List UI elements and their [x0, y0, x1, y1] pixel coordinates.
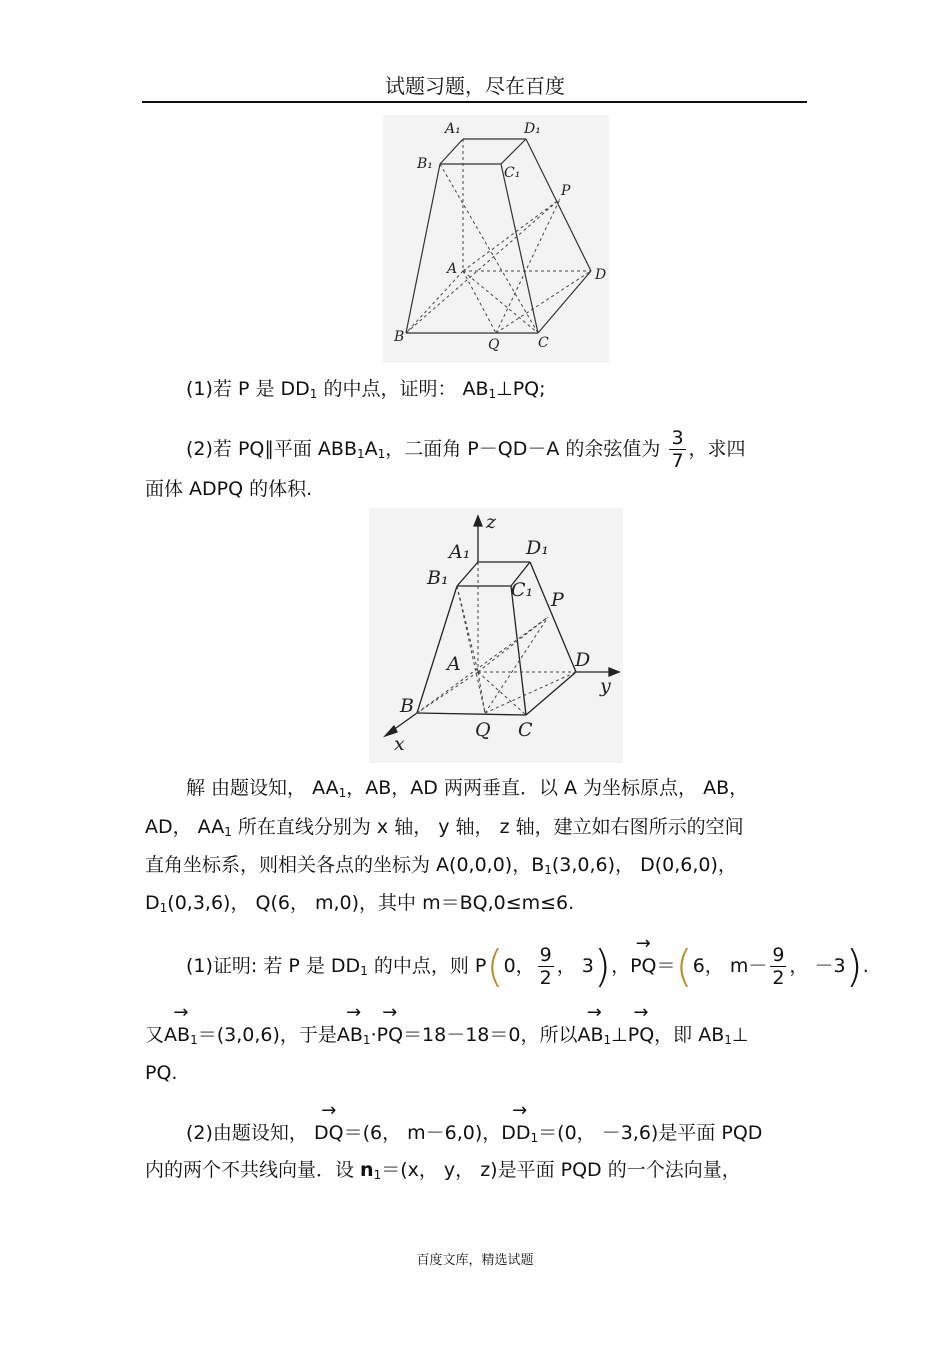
- label-A1: A₁: [445, 121, 461, 137]
- question-2-cont: 面体 ADPQ 的体积.: [145, 478, 313, 500]
- label-A: A: [447, 653, 461, 675]
- label-C: C: [518, 719, 533, 741]
- label-B1: B₁: [427, 567, 449, 589]
- label-P: P: [551, 589, 564, 611]
- solution-line-5: (1)证明: 若 P 是 $DD_1$ 的中点，则 P(0， $\frac{9}{2}$ ， 3)，→ PQ＝(6， m－ $\frac{9}{2}$ ， －3).: [186, 944, 810, 989]
- figure-frustum: [383, 115, 609, 363]
- vector-DD1: → $DD_1$: [501, 1121, 538, 1145]
- axis-label-z: z: [486, 511, 497, 533]
- header-rule: [142, 101, 807, 103]
- page-footer: 百度文库，精选试题: [416, 1253, 534, 1268]
- solution-line-7: PQ.: [145, 1062, 178, 1084]
- question-1: (1)若 P 是 $DD_1$ 的中点，证明： $AB_1\perp PQ$;: [186, 378, 546, 401]
- label-B: B: [394, 329, 405, 345]
- label-Q: Q: [475, 719, 491, 741]
- solution-line-1: 解 由题设知， $AA_1$，AB，AD 两两垂直．以 A 为坐标原点， AB，: [186, 777, 749, 800]
- fraction-3-7: $\frac{3}{7}$: [671, 427, 684, 472]
- axis-label-x: x: [394, 733, 405, 755]
- solution-line-2: AD， $AA_1$ 所在直线分别为 x 轴， y 轴， z 轴，建立如右图所示的空间: [145, 816, 744, 839]
- label-A1: A₁: [449, 541, 471, 563]
- label-B1: B₁: [417, 156, 433, 172]
- label-Q: Q: [488, 337, 500, 353]
- solution-line-6: 又→ $AB_1=(3,0,6)$，于是→ $AB_1\cdot\to PQ=18-18=0$，所以→ $AB_1\perp\to$ PQ，即 $AB_1\perp$: [145, 1023, 810, 1047]
- label-D: D: [595, 267, 607, 283]
- question-2: (2)若 PQ∥平面 $ABB_1A_1$，二面角 P－QD－A 的余弦值为 $\frac{3}{7}$ ，求四: [186, 427, 746, 472]
- figure-coordinate-frustum: [369, 508, 623, 763]
- label-P: P: [561, 183, 571, 199]
- label-D1: D₁: [526, 537, 549, 559]
- label-C: C: [538, 335, 549, 351]
- label-A: A: [447, 261, 458, 277]
- label-D1: D₁: [524, 121, 541, 137]
- page-header: 试题习题，尽在百度: [385, 74, 565, 98]
- solution-line-9: 内的两个不共线向量．设 $n_1=(x$， y， z)是平面 PQD 的一个法向量，: [145, 1159, 741, 1182]
- label-C1: C₁: [511, 579, 534, 601]
- vector-PQ: → PQ: [630, 954, 656, 978]
- axis-label-y: y: [600, 675, 611, 697]
- label-D: D: [575, 649, 591, 671]
- vector-AB1: → $AB_1$: [164, 1023, 198, 1047]
- solution-line-4: $D_1(0,3,6)$， Q(6， m,0)，其中 m＝BQ,0≤m≤6.: [145, 892, 575, 915]
- vector-DQ: → DQ: [314, 1121, 344, 1145]
- solution-line-8: (2)由题设知， → DQ＝(6， m－6,0)，→ $DD_1=(0$， －3,6)是平面 PQD: [186, 1121, 810, 1145]
- label-B: B: [400, 695, 414, 717]
- label-C1: C₁: [504, 165, 521, 181]
- solution-line-3: 直角坐标系，则相关各点的坐标为 A(0,0,0)，$B_1(3,0,6)$， D(0,6,0)，: [145, 854, 737, 877]
